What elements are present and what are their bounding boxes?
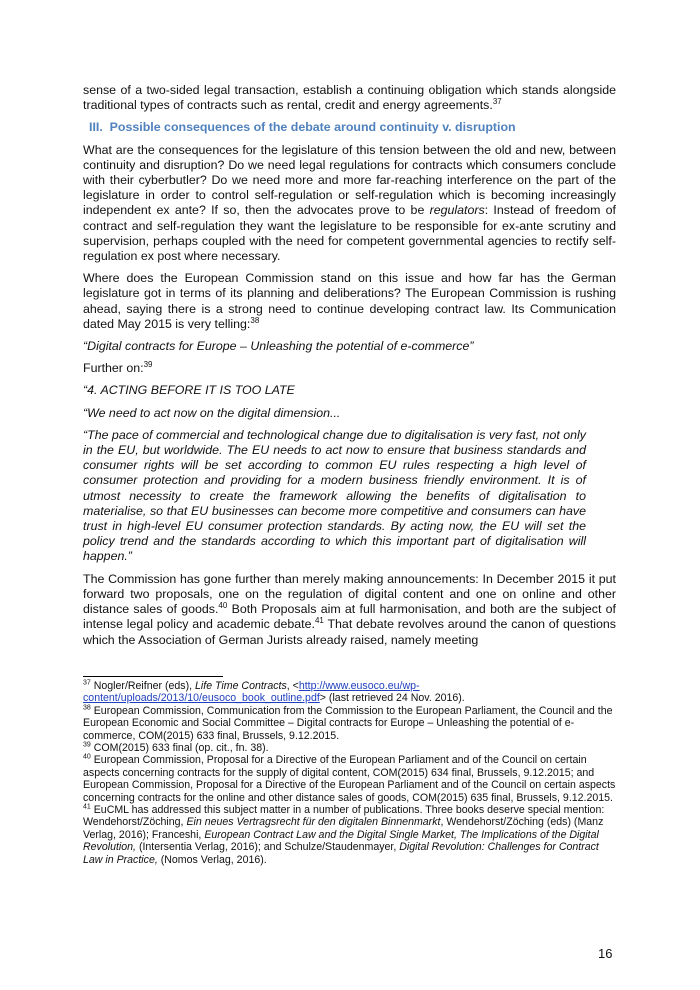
paragraph-text: What are the consequences for the legislature of this tension between the old and new, between continuity and disruption? Do we need legal regulations for contracts which consumers conclude with their cyberbutler? Do we need more and more far-reaching interference on the part of the legislature in order to control self-regulation or self-regulation which is becoming increasingly independent ex ante? If so, then the advocates prove to be	[83, 142, 616, 218]
paragraph-proposals	[83, 572, 616, 648]
section-heading: III. Possible consequences of the debate around continuity v. disruption	[89, 120, 516, 135]
footnotes	[83, 676, 616, 866]
footnote-ref-40[interactable]: 40	[218, 600, 228, 610]
footnote-41	[83, 804, 616, 866]
footnote-rule	[83, 676, 223, 677]
paragraph-further	[83, 361, 616, 376]
footnote-ref-37[interactable]: 37	[492, 97, 502, 107]
paragraph-text: Further on:	[83, 361, 144, 376]
footnote-text: COM(2015) 633 final (op. cit., fn. 38).	[90, 742, 269, 755]
page-number: 16	[598, 946, 613, 961]
footnote-number: 37	[83, 679, 91, 687]
footnote-38	[83, 705, 616, 742]
quote-act-now: “We need to act now on the digital dimension...	[83, 405, 341, 420]
footnote-text: (Intersentia Verlag, 2016); and Schulze/Staudenmayer,	[136, 841, 400, 854]
footnote-text: EuCML has addressed this subject matter in a number of publications. Three books deserve special mention: Wendehorst/Zöching,	[83, 804, 605, 829]
quote-title: “Digital contracts for Europe – Unleashing the potential of e-commerce”	[83, 339, 474, 354]
footnote-title: Life Time Contracts	[195, 680, 287, 692]
footnote-text: , <	[286, 680, 299, 692]
paragraph-intro	[83, 83, 616, 113]
footnote-text: , Wendehorst/Zöching (eds) (Manz Verlag, 2016); Franceshi,	[83, 816, 604, 841]
paragraph-text: : Instead of freedom of contract and self-regulation they want the legislature to be responsible for ex-ante scrutiny and supervision, perhaps coupled with the need for competent governmental agencies to rectify self-regulation ex post where necessary.	[83, 203, 616, 264]
paragraph-consequences	[83, 143, 616, 265]
paragraph-text: sense of a two-sided legal transaction, establish a continuing obligation which stands alongside traditional types of contracts such as rental, credit and energy agreements.	[83, 83, 616, 113]
footnote-number: 41	[83, 803, 91, 811]
footnote-text: (Nomos Verlag, 2016).	[157, 853, 267, 866]
quote-acting: “4. ACTING BEFORE IT IS TOO LATE	[83, 383, 295, 398]
footnote-ref-38[interactable]: 38	[250, 315, 260, 325]
emphasis-regulators: regulators	[429, 203, 485, 218]
footnote-40	[83, 754, 616, 804]
footnote-text: > (last retrieved 24 Nov. 2016).	[319, 692, 465, 705]
quote-pace: “The pace of commercial and technological change due to digitalisation is very fast, not only in the EU, but worldwide. The EU needs to act now to ensure that business standards and consumer rights will be set according to common EU rules respecting a high level of consumer protection and providing for a modern business friendly environment. It is of utmost necessity to create the framework allowing the benefits of digitalisation to materialise, so that EU businesses can become more competitive and consumers can have trust in high-level EU consumer protection standards. By acting now, the EU will set the policy trend and the standards according to which this important part of digitalisation will happen.”	[83, 427, 586, 564]
footnote-number: 40	[83, 753, 91, 761]
paragraph-commission	[83, 271, 616, 332]
footnote-title: European Contract Law and the Digital Single Market, The Implications of the Digital Revolution,	[83, 828, 599, 854]
paragraph-text: That debate revolves around the canon of questions which the Association of German Jurists already raised, namely meeting	[83, 617, 616, 647]
footnote-39	[83, 742, 616, 754]
footnote-title: Digital Revolution: Challenges for Contract Law in Practice,	[83, 841, 599, 866]
paragraph-text: Both Proposals aim at full harmonisation, and both are the subject of intense legal policy and academic debate.	[83, 602, 616, 632]
paragraph-text: Where does the European Commission stand on this issue and how far has the German legislature got in terms of its planning and deliberations? The European Commission is rushing ahead, saying there is a strong need to continue developing contract law. Its Communication dated May 2015 is very telling:	[83, 271, 616, 331]
footnote-text: European Commission, Communication from the Commission to the European Parliament, the Council and the European Economic and Social Committee – Digital contracts for Europe – Unleashing the potential of e-commerce, COM(2015) 633 final, Brussels, 9.12.2015.	[83, 704, 613, 742]
footnote-title: Ein neues Vertragsrecht für den digitalen Binnenmarkt	[186, 816, 441, 829]
main-text	[83, 83, 616, 655]
footnote-text: Nogler/Reifner (eds),	[90, 680, 196, 692]
footnote-ref-39[interactable]: 39	[143, 360, 153, 370]
footnote-37	[83, 680, 616, 705]
footnote-number: 39	[83, 741, 91, 749]
footnote-ref-41[interactable]: 41	[314, 616, 324, 626]
footnote-text: European Commission, Proposal for a Directive of the European Parliament and of the Council on certain aspects concerning contracts for the supply of digital content, COM(2015) 634 final, Brussels, 9.12.2015; and European Commission, Proposal for a Directive of the European Parliament and of the Council on certain aspects concerning contracts for the online and other distance sales of goods, COM(2015) 635 final, Brussels, 9.12.2015.	[83, 754, 616, 804]
eusoco-link[interactable]: http://www.eusoco.eu/wp-content/uploads/2013/10/eusoco_book_outline.pdf	[83, 680, 420, 705]
footnote-number: 38	[83, 704, 91, 712]
paragraph-text: The Commission has gone further than merely making announcements: In December 2015 it put forward two proposals, one on the regulation of digital content and one on online and other distance sales of goods.	[83, 571, 616, 617]
